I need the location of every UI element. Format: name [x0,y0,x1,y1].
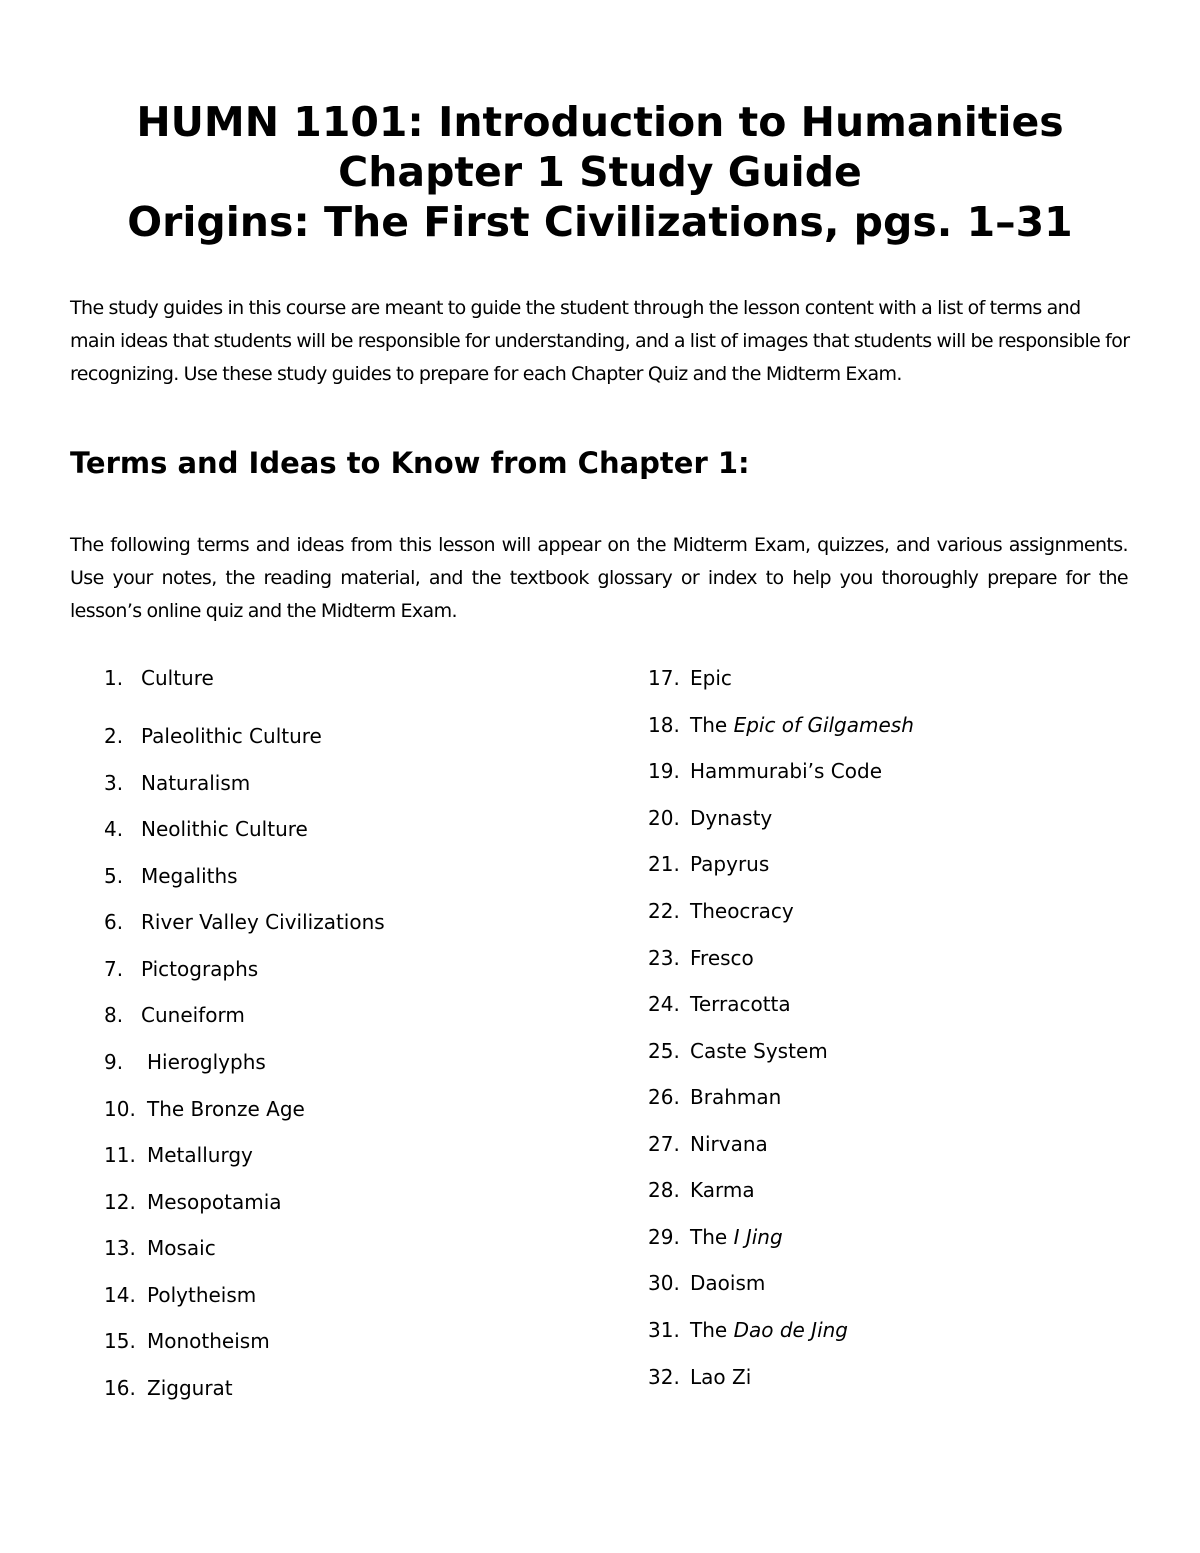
term-label: Metallurgy [147,1143,253,1167]
term-label: Monotheism [147,1329,270,1353]
term-prefix: The [690,713,734,737]
term-number: 13. [104,1236,136,1260]
term-label: Mosaic [147,1236,216,1260]
term-number: 12. [104,1190,136,1214]
term-item [648,893,794,929]
term-label [690,1039,828,1063]
term-label [690,806,772,830]
term-number: 19. [648,759,680,783]
term-number: 27. [648,1132,680,1156]
term-label: Mesopotamia [147,1190,282,1214]
term-number: 9. [104,1050,124,1074]
term-number: 23. [648,946,680,970]
title-chapter: Chapter 1 Study Guide [338,148,862,197]
title-course: HUMN 1101: Introduction to Humanities [136,98,1064,147]
term-item [648,1079,781,1115]
term-item [104,1091,305,1127]
term-item [104,1323,270,1359]
term-label: Neolithic Culture [141,817,308,841]
term-label [690,1178,755,1202]
term-item [104,1277,256,1313]
term-number: 16. [104,1376,136,1400]
terms-intro-paragraph: The following terms and ideas from this lesson will appear on the Midterm Exam, quizzes, and various assignments. Use your notes, the reading material, and the textbook glossary or index to help you thoroughly prepare for the lesson’s online quiz and the Midterm Exam. [70,534,1128,622]
term-label [690,1132,768,1156]
term-text: Dynasty [690,806,773,830]
term-label [690,759,882,783]
term-label: Cuneiform [141,1003,245,1027]
term-number: 17. [648,666,680,690]
term-label [690,1365,751,1389]
term-item [104,1370,233,1406]
term-item [104,1137,253,1173]
term-label: Naturalism [141,771,251,795]
term-number: 28. [648,1178,680,1202]
term-item [648,707,914,743]
terms-section-heading: Terms and Ideas to Know from Chapter 1: [70,446,750,480]
term-number: 25. [648,1039,680,1063]
term-item [648,1172,755,1208]
term-text: Caste System [690,1039,828,1063]
term-number: 14. [104,1283,136,1307]
term-text: Fresco [690,946,754,970]
term-number: 3. [104,771,124,795]
term-label [690,1085,781,1109]
term-item [648,1312,848,1348]
term-label [690,1271,765,1295]
term-prefix: The [690,1318,734,1342]
term-number: 15. [104,1329,136,1353]
term-label: Hieroglyphs [147,1050,266,1074]
term-label: Ziggurat [147,1376,233,1400]
term-number: 30. [648,1271,680,1295]
term-label: Culture [141,666,214,690]
term-item [648,846,769,882]
term-label [690,899,794,923]
term-label: The Bronze Age [147,1097,305,1121]
term-number: 2. [104,724,124,748]
term-label: Paleolithic Culture [141,724,322,748]
term-label: River Valley Civilizations [141,910,385,934]
term-text: Papyrus [690,852,770,876]
term-label [690,946,754,970]
term-label [690,1318,848,1342]
term-number: 32. [648,1365,680,1389]
term-text: Karma [690,1178,755,1202]
term-number: 20. [648,806,680,830]
term-item [104,858,238,894]
term-label: Polytheism [147,1283,257,1307]
term-number: 5. [104,864,124,888]
term-number: 18. [648,713,680,737]
term-item [104,660,214,696]
term-text: Daoism [690,1271,766,1295]
term-item [648,1126,768,1162]
term-number: 6. [104,910,124,934]
term-label [690,1225,783,1249]
term-item [104,765,250,801]
term-number: 7. [104,957,124,981]
term-text: Terracotta [690,992,791,1016]
term-number: 11. [104,1143,136,1167]
term-number: 10. [104,1097,136,1121]
term-item [104,951,258,987]
term-item [648,753,882,789]
term-item [104,811,308,847]
term-item [104,997,245,1033]
term-label [690,713,914,737]
term-item [104,1184,282,1220]
term-italic-title: Epic of Gilgamesh [733,713,914,737]
term-item [104,718,322,754]
term-number: 21. [648,852,680,876]
term-label [690,666,732,690]
term-item [648,660,732,696]
term-item [648,1033,828,1069]
term-item [648,986,791,1022]
term-item [648,1265,765,1301]
term-text: Brahman [690,1085,782,1109]
term-number: 1. [104,666,124,690]
term-item [648,1359,751,1395]
term-label [690,852,769,876]
term-item [648,1219,783,1255]
term-label [690,992,791,1016]
term-number: 24. [648,992,680,1016]
term-item [648,940,754,976]
term-number: 8. [104,1003,124,1027]
term-text: Epic [690,666,732,690]
term-text: Hammurabi’s Code [690,759,883,783]
term-text: Nirvana [690,1132,768,1156]
term-number: 29. [648,1225,680,1249]
title-topic: Origins: The First Civilizations, pgs. 1–31 [127,198,1073,247]
term-text: Lao Zi [690,1365,752,1389]
term-italic-title: I Jing [733,1225,783,1249]
term-text: Theocracy [690,899,794,923]
term-item [104,904,385,940]
term-number: 26. [648,1085,680,1109]
term-italic-title: Dao de Jing [733,1318,848,1342]
term-label: Megaliths [141,864,238,888]
term-item [104,1230,216,1266]
term-number: 4. [104,817,124,841]
term-item [104,1044,266,1080]
term-prefix: The [690,1225,734,1249]
document-title [0,97,1200,247]
intro-paragraph: The study guides in this course are meant to guide the student through the lesson content with a list of terms and main ideas that students will be responsible for understanding, and a list of images that students will be responsible for recognizing. Use these study guides to prepare for each Chapter Quiz and the Midterm Exam. [70,297,1130,385]
term-number: 22. [648,899,680,923]
term-label: Pictographs [141,957,259,981]
term-item [648,800,772,836]
term-number: 31. [648,1318,680,1342]
